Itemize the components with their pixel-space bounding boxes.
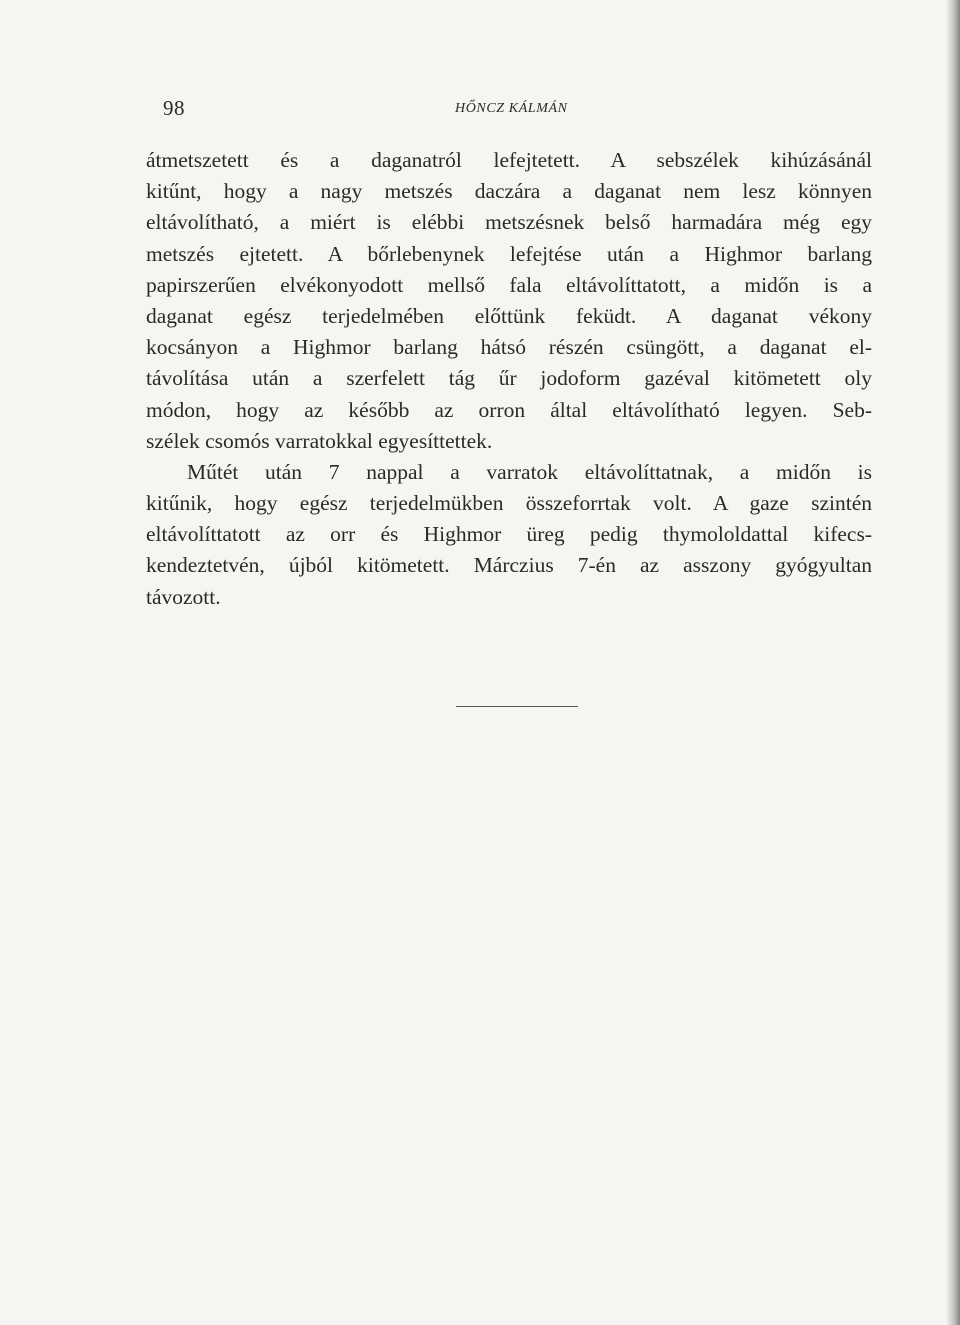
page-edge-shadow <box>946 0 960 1325</box>
text-line: metszés ejtetett. A bőrlebenynek lefejtése után a Highmor barlang <box>146 241 872 266</box>
text-line: kendeztetvén, újból kitömetett. Márczius 7-én az asszony gyógyultan <box>146 553 872 578</box>
text-line: kocsányon a Highmor barlang hátsó részén csüngött, a daganat el- <box>146 335 872 360</box>
page-number: 98 <box>163 96 185 120</box>
text-line: távozott. <box>146 584 221 609</box>
text-line: daganat egész terjedelmében előttünk feküdt. A daganat vékony <box>146 303 872 328</box>
text-line: Műtét után 7 nappal a varratok eltávolíttatnak, a midőn is <box>187 459 872 484</box>
body-text <box>146 145 872 613</box>
text-line: eltávolíttatott az orr és Highmor üreg pedig thymololdattal kifecs- <box>146 522 872 547</box>
text-line: módon, hogy az később az orron által eltávolítható legyen. Seb- <box>146 397 872 422</box>
text-line: távolítása után a szerfelett tág űr jodoform gazéval kitömetett oly <box>146 366 872 391</box>
text-line: papirszerűen elvékonyodott mellső fala eltávolíttatott, a midőn is a <box>146 272 872 297</box>
text-line: szélek csomós varratokkal egyesíttettek. <box>146 428 493 453</box>
text-line: eltávolítható, a miért is elébbi metszésnek belső harmadára még egy <box>146 210 872 235</box>
section-divider-rule <box>456 706 578 707</box>
text-line: átmetszetett és a daganatról lefejtetett. A sebszélek kihúzásánál <box>146 148 872 172</box>
text-line: kitűnt, hogy a nagy metszés daczára a daganat nem lesz könnyen <box>146 179 872 204</box>
running-head: HŐNCZ KÁLMÁN <box>455 101 568 116</box>
text-line: kitűnik, hogy egész terjedelmükben összeforrtak volt. A gaze szintén <box>146 491 872 516</box>
